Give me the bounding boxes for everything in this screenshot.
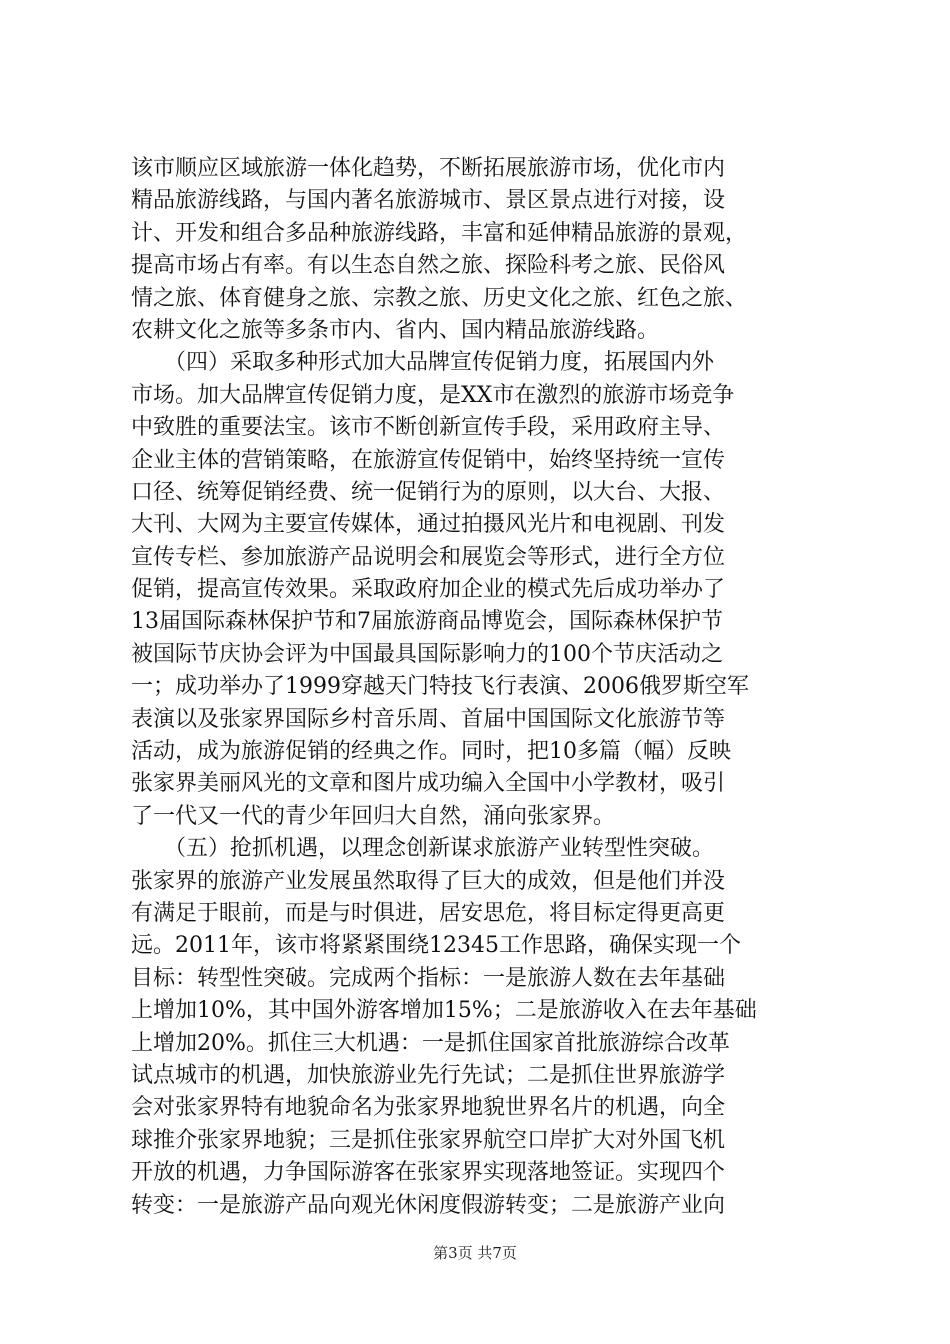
body-text	[131, 153, 831, 1222]
text-line: 远。2011年，该市将紧紧围绕12345工作思路，确保实现一个	[131, 933, 741, 959]
text-line: 口径、统筹促销经费、统一促销行为的原则，以大台、大报、	[131, 479, 726, 505]
text-line: 开放的机遇，力争国际游客在张家界实现落地签证。实现四个	[131, 1160, 726, 1186]
text-line: 有满足于眼前，而是与时俱进，居安思危，将目标定得更高更	[131, 900, 726, 926]
text-line: 活动，成为旅游促销的经典之作。同时，把10多篇（幅）反映	[131, 739, 731, 765]
text-line: （五）抢抓机遇，以理念创新谋求旅游产业转型性突破。	[131, 836, 715, 862]
text-line: 转变：一是旅游产品向观光休闲度假游转变；二是旅游产业向	[131, 1192, 726, 1218]
text-line: 试点城市的机遇，加快旅游业先行先试；二是抓住世界旅游学	[131, 1062, 726, 1088]
text-line: 13届国际森林保护节和7届旅游商品博览会，国际森林保护节	[131, 609, 723, 635]
text-line: 市场。加大品牌宣传促销力度，是XX市在激烈的旅游市场竞争	[131, 382, 735, 408]
text-line: 会对张家界特有地貌命名为张家界地貌世界名片的机遇，向全	[131, 1095, 726, 1121]
text-line: 大刊、大网为主要宣传媒体，通过拍摄风光片和电视剧、刊发	[131, 512, 726, 538]
text-line: 张家界美丽风光的文章和图片成功编入全国中小学教材，吸引	[131, 771, 726, 797]
text-line: 中致胜的重要法宝。该市不断创新宣传手段，采用政府主导、	[131, 415, 726, 441]
page-footer: 第3页 共7页	[433, 1244, 517, 1262]
text-line: 精品旅游线路，与国内著名旅游城市、景区景点进行对接，设	[131, 188, 726, 214]
text-line: 宣传专栏、参加旅游产品说明会和展览会等形式，进行全方位	[131, 544, 726, 570]
text-line: 表演以及张家界国际乡村音乐周、首届中国国际文化旅游节等	[131, 706, 726, 732]
text-line: 被国际节庆协会评为中国最具国际影响力的100个节庆活动之	[131, 641, 723, 667]
text-line: 张家界的旅游产业发展虽然取得了巨大的成效，但是他们并没	[131, 868, 726, 894]
text-line: 计、开发和组合多品种旅游线路，丰富和延伸精品旅游的景观，	[131, 220, 748, 246]
text-line: 农耕文化之旅等多条市内、省内、国内精品旅游线路。	[131, 317, 660, 343]
text-line: 上增加20%。抓住三大机遇：一是抓住国家首批旅游综合改革	[131, 1030, 730, 1056]
text-line: 球推介张家界地貌；三是抓住张家界航空口岸扩大对外国飞机	[131, 1127, 726, 1153]
text-line: 了一代又一代的青少年回归大自然，涌向张家界。	[131, 803, 616, 829]
text-line: 上增加10%，其中国外游客增加15%；二是旅游收入在去年基础	[131, 998, 757, 1024]
text-line: 一；成功举办了1999穿越天门特技飞行表演、2006俄罗斯空军	[131, 674, 749, 700]
text-line: 目标：转型性突破。完成两个指标：一是旅游人数在去年基础	[131, 965, 726, 991]
text-line: 提高市场占有率。有以生态自然之旅、探险科考之旅、民俗风	[131, 253, 726, 279]
text-line: 企业主体的营销策略，在旅游宣传促销中，始终坚持统一宣传	[131, 447, 726, 473]
text-line: （四）采取多种形式加大品牌宣传促销力度，拓展国内外	[131, 350, 715, 376]
text-line: 情之旅、体育健身之旅、宗教之旅、历史文化之旅、红色之旅、	[131, 285, 748, 311]
text-line: 该市顺应区域旅游一体化趋势，不断拓展旅游市场，优化市内	[131, 156, 726, 181]
text-line: 促销，提高宣传效果。采取政府加企业的模式先后成功举办了	[131, 577, 726, 603]
